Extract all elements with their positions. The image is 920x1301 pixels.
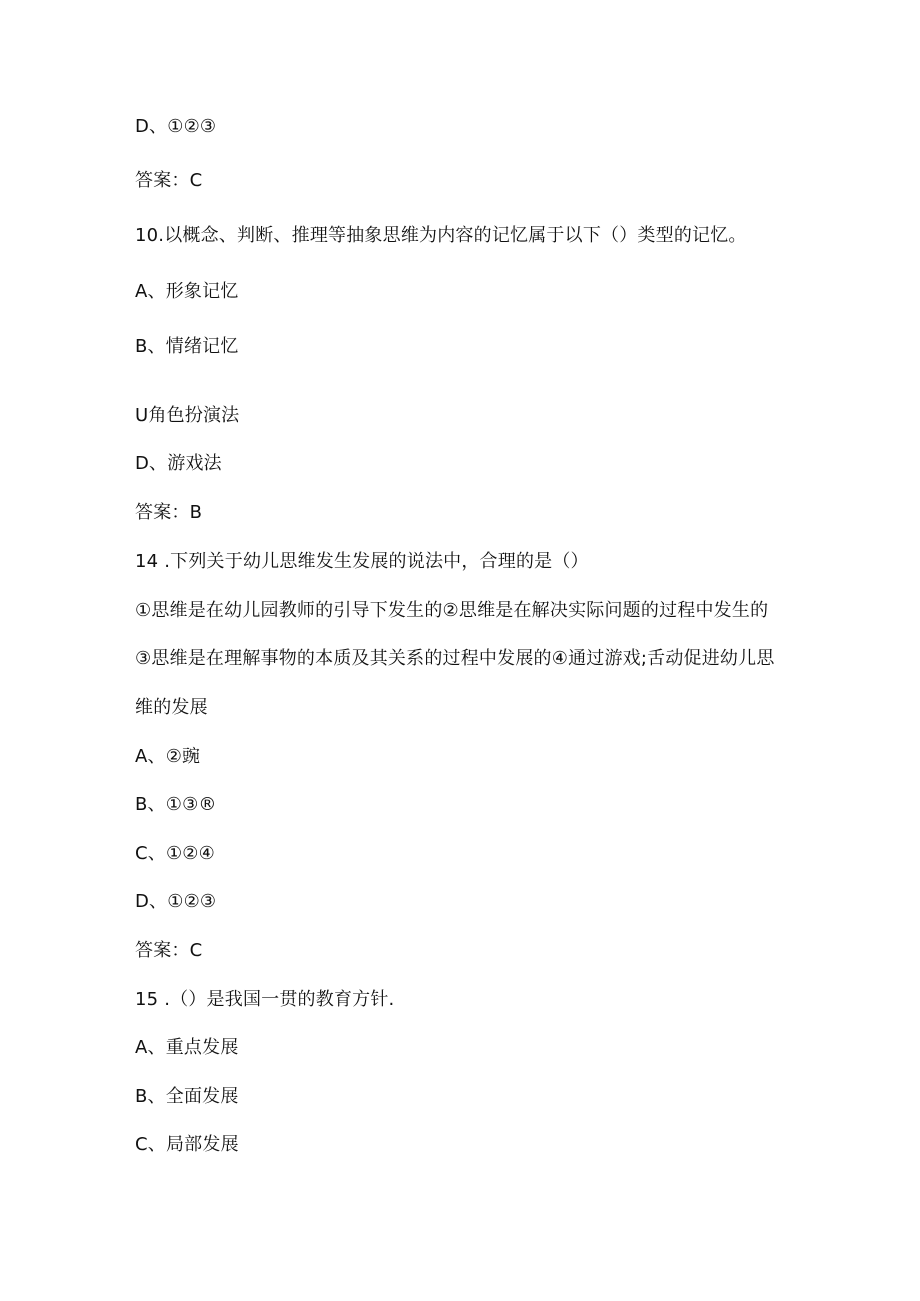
question-14-statement-line-1: ①思维是在幼儿园教师的引导下发生的②思维是在解决实际问题的过程中发生的 xyxy=(135,600,769,621)
question-14-option-d: D、①②③ xyxy=(135,891,217,912)
question-10-stem: 10.以概念、判断、推理等抽象思维为内容的记忆属于以下（）类型的记忆。 xyxy=(135,225,747,246)
question-10-option-a: A、形象记忆 xyxy=(135,281,239,302)
question-14-option-a: A、②豌 xyxy=(135,746,201,767)
question-14-answer: 答案：C xyxy=(135,940,203,961)
question-14-option-c: C、①②④ xyxy=(135,843,215,864)
question-15-stem: 15 .（）是我国一贯的教育方针. xyxy=(135,989,395,1010)
question-14-stem: 14 .下列关于幼儿思维发生发展的说法中，合理的是（） xyxy=(135,551,589,572)
option-d-prev-question: D、①②③ xyxy=(135,116,217,137)
option-c-fragment: U角色扮演法 xyxy=(135,405,240,426)
question-15-option-b: B、全面发展 xyxy=(135,1086,239,1107)
question-14-statement-line-2: ③思维是在理解事物的本质及其关系的过程中发展的④通过游戏;舌动促进幼儿思 xyxy=(135,648,775,669)
answer-fragment: 答案：B xyxy=(135,502,203,523)
question-14-option-b: B、①③® xyxy=(135,794,217,815)
question-15-option-c: C、局部发展 xyxy=(135,1134,239,1155)
question-10-option-b: B、情绪记忆 xyxy=(135,336,239,357)
question-14-statement-line-3: 维的发展 xyxy=(135,697,208,718)
answer-prev-question: 答案：C xyxy=(135,170,203,191)
question-15-option-a: A、重点发展 xyxy=(135,1037,239,1058)
option-d-fragment: D、游戏法 xyxy=(135,453,222,474)
